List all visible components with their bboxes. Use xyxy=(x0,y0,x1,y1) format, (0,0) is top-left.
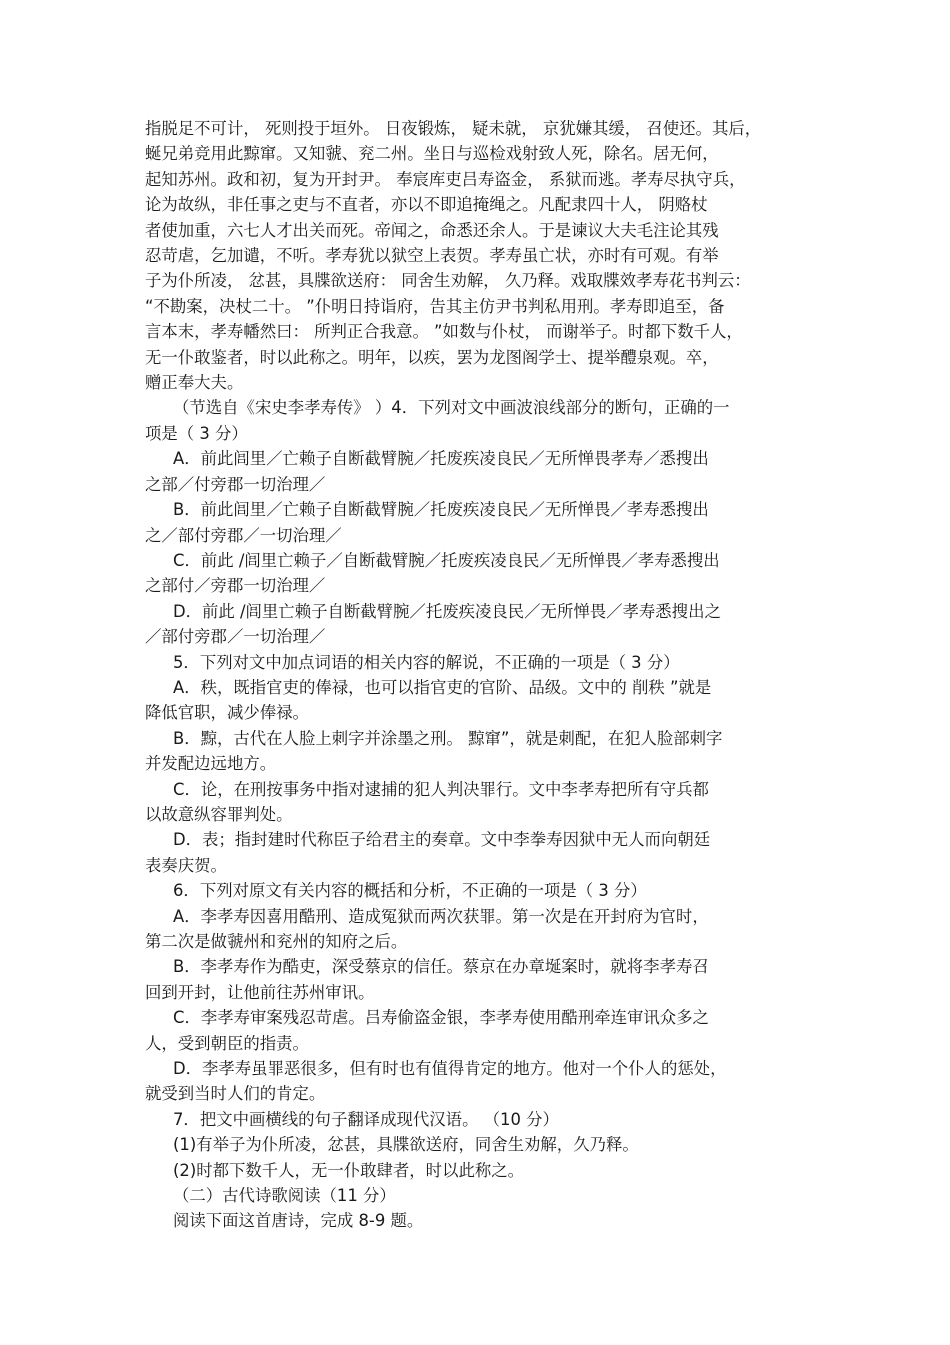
passage-line: 论为故纵，非任事之吏与不直者，亦以不即追掩绳之。凡配隶四十人， 阴赂杖 xyxy=(145,195,708,215)
source-and-q4-stem: （节选自《宋史李孝寿传》 ）4．下列对文中画波浪线部分的断句，正确的一 xyxy=(173,398,730,418)
section-poetry xyxy=(145,1183,820,1234)
q4-stem-continued: 项是（ 3 分） xyxy=(145,423,248,443)
q5-option-b-cont: 并发配边远地方。 xyxy=(145,754,277,774)
q5-option-a: A．秩，既指官吏的俸禄，也可以指官吏的官阶、品级。文中的 削秩 ”就是 xyxy=(173,677,712,697)
q4-option-a-cont: 之部／付旁郡一切治理／ xyxy=(145,474,326,494)
passage-line: 指脱足不可计， 死则投于垣外。 日夜锻炼， 疑未就， 京犹嫌其缓， 召使还。其后， xyxy=(145,119,762,138)
passage-line: 言本末，孝寿幡然曰： 所判正合我意。 ”如数与仆杖， 而谢举子。时都下数千人， xyxy=(145,322,743,342)
question-4 xyxy=(145,395,820,649)
question-6 xyxy=(145,878,820,1107)
q4-option-d: D．前此 /闾里亡赖子自断截臂腕／托废疾凌良民／无所惮畏／孝寿悉搜出之 xyxy=(173,601,721,621)
q6-option-c: C．李孝寿审案残忍苛虐。吕寿偷盗金银，李孝寿使用酷刑牵连审讯众多之 xyxy=(173,1008,709,1028)
q4-option-b-cont: 之／部付旁郡／一切治理／ xyxy=(145,525,342,545)
q7-sentence-1: (1)有举子为仆所凌，忿甚，具牒欲送府，同舍生劝解，久乃释。 xyxy=(173,1135,639,1155)
passage-line: “不勘案，决杖二十。 ”仆明日持诣府，告其主仿尹书判私用刑。孝寿即追至，备 xyxy=(145,296,725,316)
question-5 xyxy=(145,650,820,879)
q6-option-c-cont: 人，受到朝臣的指责。 xyxy=(145,1033,309,1053)
passage-line: 者使加重，六七人才出关而死。帝闻之，命悉还余人。于是谏议大夫毛注论其残 xyxy=(145,220,719,240)
q5-option-b: B．黥，古代在人脸上刺字并涂墨之刑。 黥窜”，就是刺配，在犯人脸部刺字 xyxy=(173,728,723,748)
q5-option-c: C．论，在刑按事务中指对逮捕的犯人判决罪行。文中李孝寿把所有守兵都 xyxy=(173,779,709,799)
q4-option-d-cont: ／部付旁郡／一切治理／ xyxy=(145,627,326,647)
q4-option-b: B．前此闾里／亡赖子自断截臂腕／托废疾凌良民／无所惮畏／孝寿悉搜出 xyxy=(173,500,709,520)
passage-line: 子为仆所凌， 忿甚，具牒欲送府： 同舍生劝解， 久乃释。戏取牒效孝寿花书判云： xyxy=(145,271,751,291)
q5-option-d-cont: 表奏庆贺。 xyxy=(145,855,227,875)
passage-line: 忍苛虐，乞加谴，不听。孝寿犹以狱空上表贺。孝寿虽亡状，亦时有可观。有举 xyxy=(145,246,719,266)
q5-option-a-cont: 降低官职，减少俸禄。 xyxy=(145,703,309,723)
passage-line: 赠正奉大夫。 xyxy=(145,373,244,393)
q6-option-a: A．李孝寿因喜用酷刑、造成冤狱而两次获罪。第一次是在开封府为官时， xyxy=(173,906,709,926)
q4-option-a: A．前此闾里／亡赖子自断截臂腕／托废疾凌良民／无所惮畏孝寿／悉搜出 xyxy=(173,449,709,469)
q5-option-c-cont: 以故意纵容罪判处。 xyxy=(145,804,293,824)
section-title: （二）古代诗歌阅读（11 分） xyxy=(173,1186,396,1206)
passage-line: 蜒兄弟竞用此黥窜。又知虢、兖二州。坐日与巡检戏射致人死，除名。居无何， xyxy=(145,144,719,164)
q6-option-a-cont: 第二次是做虢州和兖州的知府之后。 xyxy=(145,932,408,951)
q6-stem: 6．下列对原文有关内容的概括和分析，不正确的一项是（ 3 分） xyxy=(173,881,647,901)
q7-stem: 7．把文中画横线的句子翻译成现代汉语。 （10 分） xyxy=(173,1109,559,1129)
q5-option-d: D．表；指封建时代称臣子给君主的奏章。文中李拳寿因狱中无人而向朝廷 xyxy=(173,830,711,850)
q4-option-c-cont: 之部付／旁郡一切治理／ xyxy=(145,576,326,596)
section-intro: 阅读下面这首唐诗，完成 8-9 题。 xyxy=(173,1211,424,1231)
q6-option-b-cont: 回到开封，让他前往苏州审讯。 xyxy=(145,982,375,1002)
q7-sentence-2: (2)时都下数千人，无一仆敢肆者，时以此称之。 xyxy=(173,1160,525,1180)
passage-line: 无一仆敢鉴者，时以此称之。明年，以疾，罢为龙图阁学士、提举醴泉观。卒， xyxy=(145,347,719,367)
passage xyxy=(145,116,820,395)
q6-option-d: D．李孝寿虽罪恶很多，但有时也有值得肯定的地方。他对一个仆人的惩处， xyxy=(173,1059,727,1079)
passage-line: 起知苏州。政和初，复为开封尹。 奉宸库吏吕寿盗金， 系狱而逃。孝寿尽执守兵， xyxy=(145,169,746,189)
q6-option-d-cont: 就受到当时人们的肯定。 xyxy=(145,1084,326,1104)
q6-option-b: B．李孝寿作为酷吏，深受蔡京的信任。蔡京在办章埏案时，就将李孝寿召 xyxy=(173,957,709,977)
q5-stem: 5．下列对文中加点词语的相关内容的解说，不正确的一项是（ 3 分） xyxy=(173,652,680,672)
q4-option-c: C．前此 /闾里亡赖子／自断截臂腕／托废疾凌良民／无所惮畏／孝寿悉搜出 xyxy=(173,550,720,570)
question-7 xyxy=(145,1107,820,1183)
